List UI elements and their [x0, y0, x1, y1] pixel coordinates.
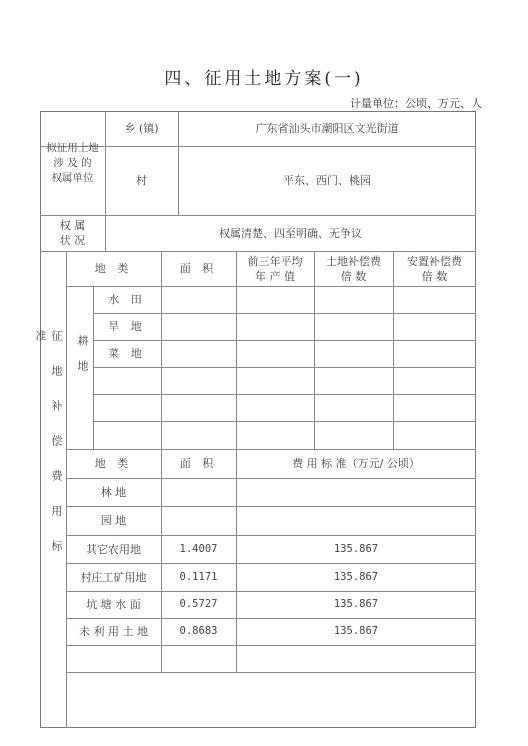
page-title: 四、征用土地方案(一) — [164, 69, 364, 89]
header2-area: 面 积 — [179, 457, 218, 470]
header2-land-type: 地 类 — [94, 457, 133, 470]
table-row-type: 林 地 — [100, 485, 127, 499]
table-row-area — [161, 478, 236, 506]
table-row-area: 1.4007 — [179, 542, 218, 555]
farmland-label: 耕地 — [76, 335, 89, 385]
table-row-standard: 135.867 — [333, 542, 379, 555]
header-area: 面 积 — [179, 262, 218, 275]
compensation-side-label: 征地补偿费用标准 — [34, 330, 63, 575]
table-row-area — [161, 506, 236, 535]
table-row-standard — [236, 506, 476, 535]
header-avg-output: 前三年平均 年 产 值 — [247, 254, 303, 283]
farmland-row: 水 田 — [108, 293, 146, 306]
header2-standard: 费 用 标 准（万元/ 公顷） — [292, 457, 420, 470]
table-row-standard: 135.867 — [333, 625, 379, 637]
farmland-row: 旱 地 — [108, 320, 146, 333]
table-row-type: 村庄工矿用地 — [80, 570, 147, 584]
table-row-type: 其它农用地 — [86, 542, 141, 556]
farmland-row: 菜 地 — [108, 347, 146, 360]
header-land-comp-multiple: 土地补偿费 倍 数 — [326, 254, 381, 283]
ownership-value: 权属清楚、四至明确、无争议 — [219, 226, 362, 240]
village-value: 平东、西门、桃园 — [283, 174, 371, 187]
farmland-row — [93, 394, 161, 421]
section1-row-header: 拟征用土地 涉 及 的 权属单位 — [46, 141, 99, 184]
village-label: 村 — [136, 174, 147, 187]
farmland-row — [93, 367, 161, 394]
table-row-area: 0.8683 — [179, 625, 218, 637]
table-row-type: 园 地 — [100, 514, 127, 527]
ownership-label: 权 属 状 况 — [59, 219, 86, 247]
table-row-standard: 135.867 — [333, 570, 379, 583]
table-row-type: 坑 塘 水 面 — [86, 598, 141, 611]
table-row-standard — [236, 645, 476, 672]
table-row-standard: 135.867 — [333, 598, 379, 610]
unit-note: 计量单位：公顷、万元、人 — [350, 97, 482, 110]
header-resettle-multiple: 安置补偿费 倍 数 — [407, 254, 462, 283]
header-land-type: 地 类 — [94, 262, 133, 275]
table-row-area — [161, 645, 236, 672]
table-row-standard — [236, 478, 476, 506]
township-value: 广东省汕头市潮阳区文光街道 — [255, 122, 399, 135]
table-row-area: 0.5727 — [179, 598, 218, 610]
table-row-type: 未 利 用 土 地 — [79, 625, 148, 638]
table-row-type — [66, 645, 161, 672]
table-row-area: 0.1171 — [179, 570, 218, 583]
township-label: 乡 (镇) — [124, 122, 159, 135]
